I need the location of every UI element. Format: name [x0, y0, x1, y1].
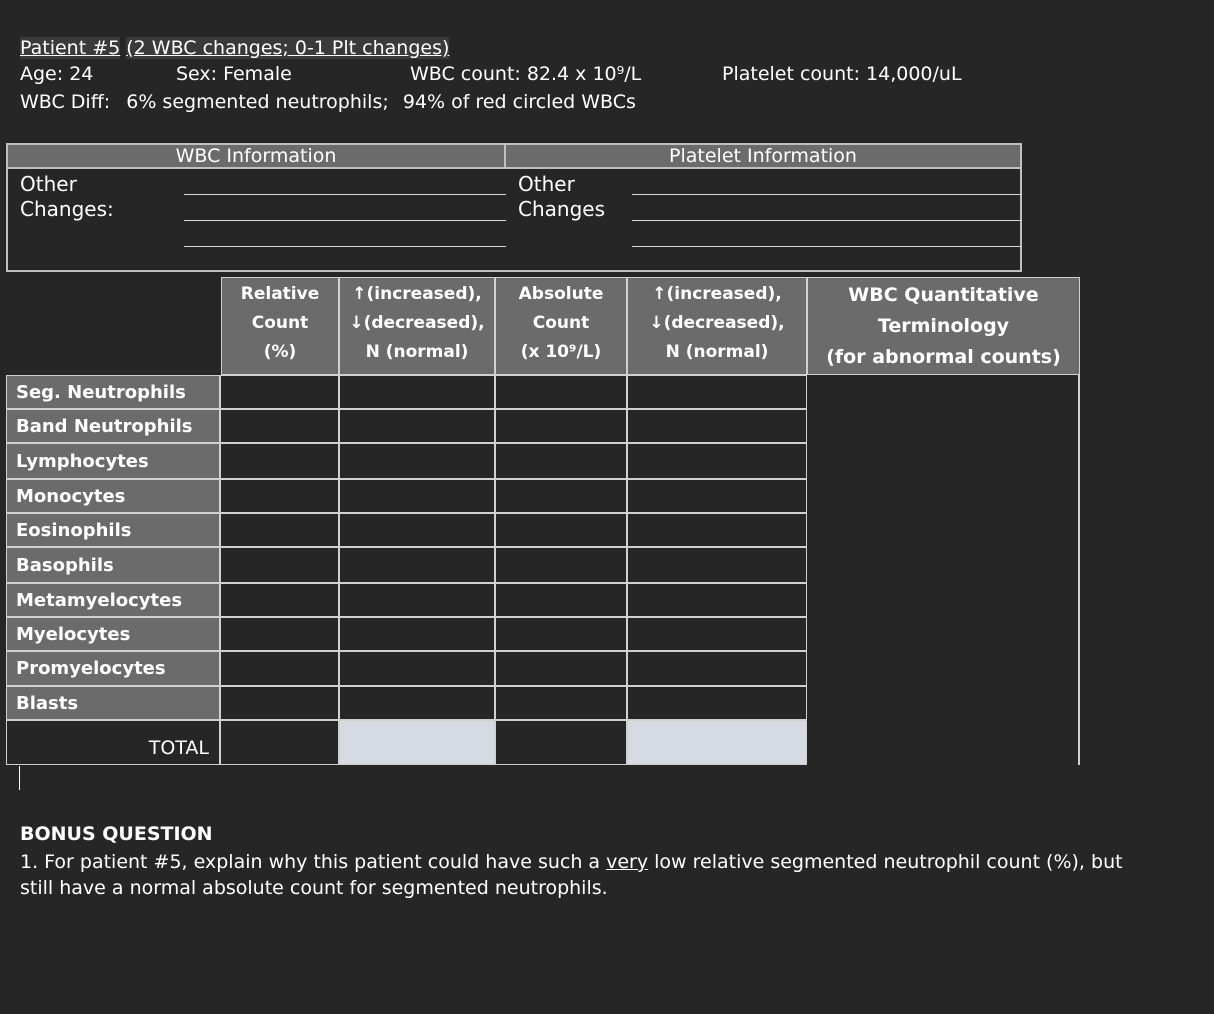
wbc-count: WBC count: 82.4 x 10⁹/L: [410, 63, 642, 85]
table-cell[interactable]: [220, 686, 339, 720]
row-label: Eosinophils: [6, 513, 220, 547]
table-cell[interactable]: [495, 479, 627, 513]
table-cell[interactable]: [627, 375, 807, 409]
total-label: TOTAL: [6, 720, 220, 765]
row-label: Metamyelocytes: [6, 583, 220, 617]
table-cell[interactable]: [339, 583, 495, 617]
total-shaded-cell: [339, 720, 495, 765]
bonus-question-emphasis: very: [606, 851, 649, 873]
plt-other-changes-label: [518, 172, 605, 222]
plt-other-line1: Other: [518, 172, 575, 196]
table-cell[interactable]: [220, 443, 339, 479]
wbc-answer-line[interactable]: [184, 220, 506, 221]
table-cell[interactable]: [627, 617, 807, 651]
table-cell[interactable]: [339, 617, 495, 651]
row-label: Blasts: [6, 686, 220, 720]
table-cell[interactable]: [627, 583, 807, 617]
col-header-line: ↓(decreased),: [349, 313, 485, 333]
col-header-line: N (normal): [665, 342, 769, 362]
col-header-line: (x 10⁹/L): [520, 342, 602, 362]
patient-title-rest: (2 WBC changes; 0-1 Plt changes): [126, 37, 450, 59]
bonus-question: [20, 849, 1123, 875]
table-cell[interactable]: [495, 375, 627, 409]
col-header-line: ↓(decreased),: [649, 313, 785, 333]
row-label: Band Neutrophils: [6, 409, 220, 443]
table-cell[interactable]: [339, 651, 495, 686]
row-label: Seg. Neutrophils: [6, 375, 220, 409]
table-cell[interactable]: [339, 547, 495, 583]
table-cell[interactable]: [220, 617, 339, 651]
table-cell[interactable]: [627, 651, 807, 686]
plt-other-line2: Changes: [518, 197, 605, 221]
plt-answer-line[interactable]: [632, 220, 1022, 221]
table-cell[interactable]: [627, 409, 807, 443]
platelet-info-header: Platelet Information: [504, 143, 1022, 169]
col-header-line: Terminology: [877, 315, 1010, 337]
table-cell[interactable]: [627, 513, 807, 547]
table-cell[interactable]: [220, 513, 339, 547]
table-cell[interactable]: [220, 479, 339, 513]
plt-answer-line[interactable]: [632, 194, 1022, 195]
total-relative-cell[interactable]: [220, 720, 339, 765]
table-cell[interactable]: [339, 409, 495, 443]
col-header-line: WBC Quantitative: [848, 284, 1039, 306]
table-cell[interactable]: [495, 583, 627, 617]
table-cell[interactable]: [339, 686, 495, 720]
table-cell[interactable]: [495, 409, 627, 443]
col-header-absolute-count: [495, 277, 627, 375]
table-cell[interactable]: [220, 409, 339, 443]
wbc-diff-seg: 6% segmented neutrophils;: [126, 91, 389, 113]
table-cell[interactable]: [220, 583, 339, 617]
col-header-absolute-flag: [627, 277, 807, 375]
patient-age: Age: 24: [20, 63, 94, 85]
table-cell[interactable]: [339, 513, 495, 547]
col-header-line: Count: [251, 313, 309, 333]
terminology-answer-area[interactable]: [807, 375, 1080, 765]
total-absolute-cell[interactable]: [495, 720, 627, 765]
col-header-terminology: [807, 277, 1080, 375]
patient-sex: Sex: Female: [176, 63, 292, 85]
wbc-answer-line[interactable]: [184, 246, 506, 247]
col-header-line: Relative: [240, 284, 320, 304]
col-header-line: Count: [532, 313, 590, 333]
col-header-relative-count: [221, 277, 339, 375]
table-cell[interactable]: [495, 513, 627, 547]
row-label: Basophils: [6, 547, 220, 583]
patient-title: [20, 35, 449, 61]
total-shaded-cell: [627, 720, 807, 765]
bonus-question-line2: still have a normal absolute count for segmented neutrophils.: [20, 877, 608, 899]
table-cell[interactable]: [339, 443, 495, 479]
table-cell[interactable]: [220, 375, 339, 409]
table-cell[interactable]: [220, 547, 339, 583]
table-cell[interactable]: [495, 547, 627, 583]
col-header-line: (for abnormal counts): [826, 346, 1061, 368]
table-cell[interactable]: [495, 617, 627, 651]
row-label: Promyelocytes: [6, 651, 220, 686]
table-cell[interactable]: [627, 443, 807, 479]
table-cell[interactable]: [339, 479, 495, 513]
bonus-heading: BONUS QUESTION: [20, 823, 213, 845]
col-header-line: Absolute: [518, 284, 604, 304]
col-header-relative-flag: [339, 277, 495, 375]
text-cursor: [19, 766, 20, 790]
col-header-line: N (normal): [365, 342, 469, 362]
wbc-info-header: WBC Information: [6, 143, 506, 169]
patient-title-prefix: Patient #5: [20, 37, 121, 59]
wbc-diff-red: 94% of red circled WBCs: [402, 91, 636, 113]
table-cell[interactable]: [627, 686, 807, 720]
col-header-line: ↑(increased),: [352, 284, 482, 304]
table-cell[interactable]: [627, 479, 807, 513]
platelet-count: [722, 61, 962, 87]
plt-answer-line[interactable]: [632, 246, 1022, 247]
row-label: Myelocytes: [6, 617, 220, 651]
row-label: Lymphocytes: [6, 443, 220, 479]
wbc-diff: [20, 89, 636, 115]
col-header-line: (%): [263, 342, 297, 362]
table-cell[interactable]: [495, 651, 627, 686]
bonus-question-part: 1. For patient #5, explain why this patient could have such a: [20, 851, 607, 873]
row-label: Monocytes: [6, 479, 220, 513]
platelet-count-text: Platelet count: 14,000/uL: [722, 63, 962, 85]
table-cell[interactable]: [627, 547, 807, 583]
bonus-question-part: low relative segmented neutrophil count (%), but: [648, 851, 1123, 873]
wbc-diff-label: WBC Diff:: [20, 91, 111, 113]
table-cell[interactable]: [495, 443, 627, 479]
table-cell[interactable]: [339, 375, 495, 409]
table-cell[interactable]: [220, 651, 339, 686]
wbc-answer-line[interactable]: [184, 194, 506, 195]
wbc-other-changes-label: [20, 172, 114, 222]
wbc-other-line1: Other: [20, 172, 77, 196]
table-cell[interactable]: [495, 686, 627, 720]
wbc-other-line2: Changes:: [20, 197, 114, 221]
col-header-line: ↑(increased),: [652, 284, 782, 304]
